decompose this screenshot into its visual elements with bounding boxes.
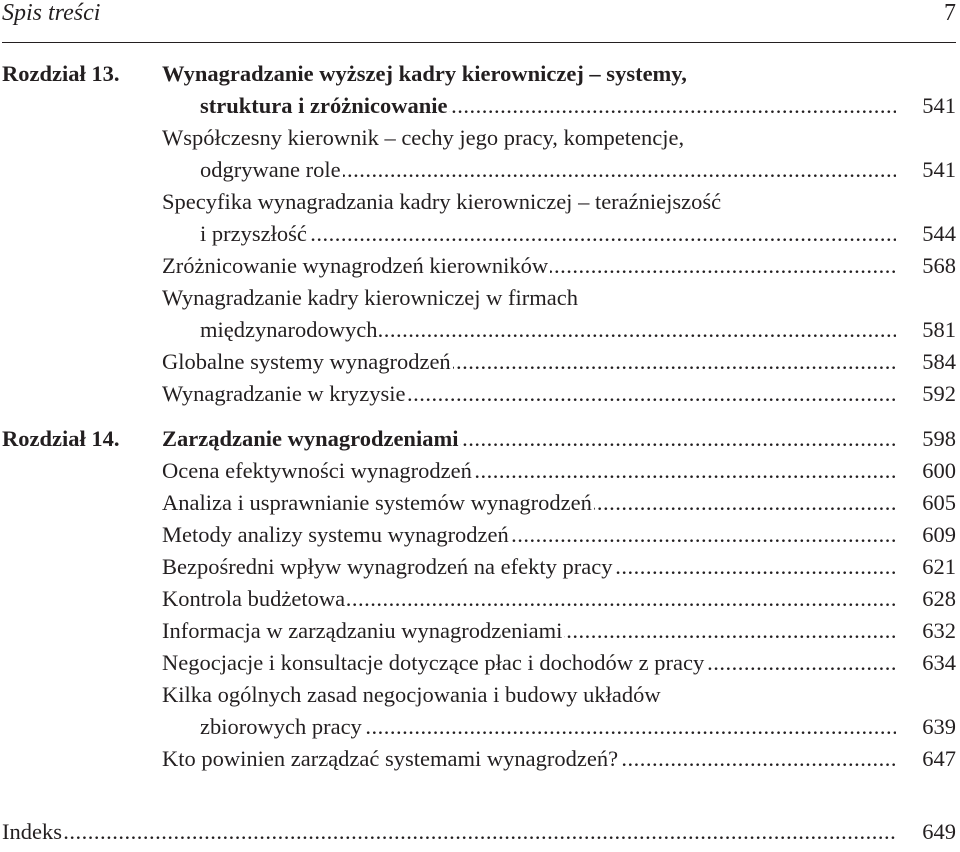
toc-page-number: 592 [922,381,956,406]
toc-entry[interactable]: ..... Negocjacje i konsultacje dotyczące płac i dochodów z pracy 634 [162,650,956,683]
chapter-label: Rozdział 14. [2,426,120,451]
toc-entry-line: Współczesny kierownik – cechy jego pracy, kompetencje, [162,125,685,150]
toc-page-number: 649 [922,819,956,844]
index-label: Indeks [2,819,62,844]
toc-entry[interactable]: ..... Globalne systemy wynagrodzeń 584 [162,349,956,382]
page-header-title: Spis treści [2,0,101,26]
toc-page-number: 600 [922,458,956,483]
toc-entry[interactable]: ..... Kontrola budżetowa 628 [162,586,956,619]
toc-page-number: 544 [922,221,956,246]
toc-entry[interactable]: ..... i przyszłość 544 [200,221,956,254]
toc-page-number: 647 [922,746,956,771]
page-header [2,0,956,43]
toc-page-number: 628 [922,586,956,611]
toc-page-number: 568 [922,253,956,278]
chapter-title-line: Wynagradzanie wyższej kadry kierowniczej – systemy, [162,61,687,86]
toc-entry[interactable]: ..... Ocena efektywności wynagrodzeń 600 [162,458,956,491]
chapter-label: Rozdział 13. [2,61,120,86]
toc-page-number: 634 [922,650,956,675]
toc-entry[interactable]: ..... Wynagradzanie w kryzysie 592 [162,381,956,414]
toc-page-number: 605 [922,490,956,515]
toc-page-number: 621 [922,554,956,579]
toc-page-number: 541 [922,93,956,118]
toc-entry[interactable]: ..... Bezpośredni wpływ wynagrodzeń na efekty pracy 621 [162,554,956,587]
toc-page-number: 639 [922,714,956,739]
toc-entry[interactable]: ..... Zróżnicowanie wynagrodzeń kierowników 568 [162,253,956,286]
page-number: 7 [944,0,956,26]
toc-entry[interactable]: ..... Informacja w zarządzaniu wynagrodzeniami 632 [162,618,956,651]
toc-page-number: 541 [922,157,956,182]
toc-page-number: 581 [922,317,956,342]
toc-entry[interactable]: ..... Kto powinien zarządzać systemami wynagrodzeń? 647 [162,746,956,779]
toc-page-number: 632 [922,618,956,643]
toc-entry[interactable]: ..... międzynarodowych 581 [200,317,956,350]
toc-entry-index[interactable] [2,819,956,852]
toc-entry[interactable]: ..... struktura i zróżnicowanie 541 [200,93,956,126]
toc-entry[interactable]: ..... Analiza i usprawnianie systemów wynagrodzeń 605 [162,490,956,523]
toc-entry-line: Wynagradzanie kadry kierowniczej w firmach [162,285,578,310]
toc-entry[interactable]: ..... zbiorowych pracy 639 [200,714,956,747]
toc-entry[interactable]: ..... odgrywane role 541 [200,157,956,190]
toc-entry-line: Specyfika wynagradzania kadry kierowniczej – teraźniejszość [162,189,722,214]
toc-page-number: 584 [922,349,956,374]
toc-entry[interactable]: ..... Zarządzanie wynagrodzeniami 598 [162,426,956,459]
toc-page-number: 609 [922,522,956,547]
toc-page-number: 598 [922,426,956,451]
toc-entry-line: Kilka ogólnych zasad negocjowania i budowy układów [162,682,661,707]
toc-entry[interactable]: ..... Metody analizy systemu wynagrodzeń 609 [162,522,956,555]
